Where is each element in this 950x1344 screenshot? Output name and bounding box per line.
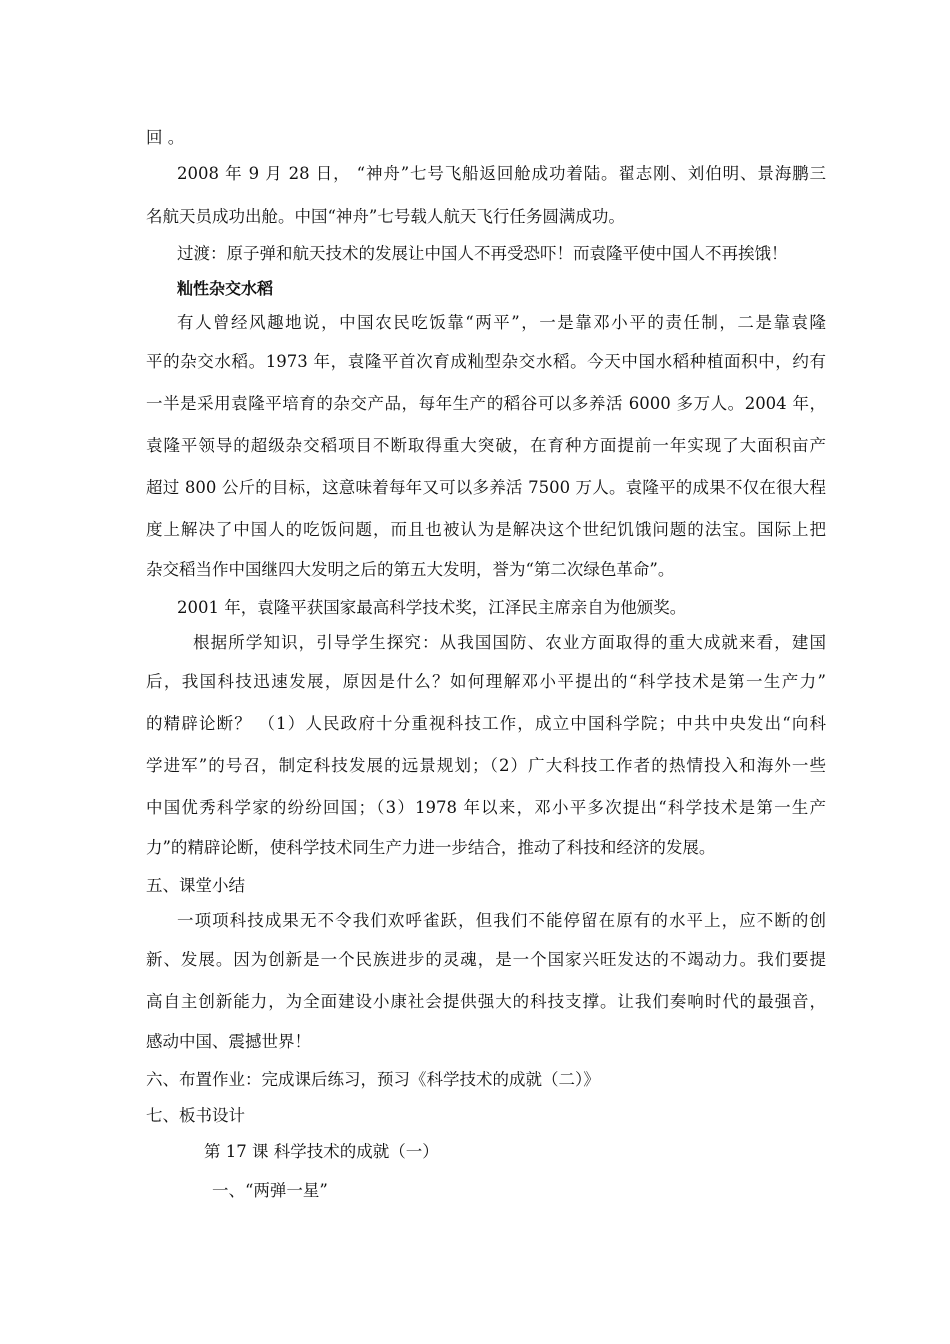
text-line: 2001 年，袁隆平获国家最高科学技术奖，江泽民主席亲自为他颁奖。: [177, 598, 687, 617]
section-heading: 七、板书设计: [146, 1106, 245, 1125]
text-line: 回 。: [146, 128, 185, 147]
board-title: 第 17 课 科学技术的成就（一）: [204, 1142, 439, 1161]
text-line: 感动中国、震撼世界！: [146, 1032, 311, 1051]
text-line: 袁隆平领导的超级杂交稻项目不断取得重大突破，在育种方面提前一年实现了大面积亩产: [146, 436, 826, 455]
text-line: 度上解决了中国人的吃饭问题，而且也被认为是解决这个世纪饥饿问题的法宝。国际上把: [146, 520, 826, 539]
section-heading: 籼性杂交水稻: [177, 279, 274, 298]
text-line: 中国优秀科学家的纷纷回国；（3）1978 年以来，邓小平多次提出“科学技术是第一生产: [146, 798, 826, 817]
text-line: 一项项科技成果无不令我们欢呼雀跃，但我们不能停留在原有的水平上，应不断的创: [177, 911, 826, 930]
text-line: 的精辟论断？ （1）人民政府十分重视科技工作，成立中国科学院；中共中央发出“向科: [146, 714, 826, 733]
board-item: 一、“两弹一星”: [212, 1181, 328, 1200]
text-line: 一半是采用袁隆平培育的杂交产品，每年生产的稻谷可以多养活 6000 多万人。2004 年，: [146, 394, 826, 413]
text-line: 高自主创新能力，为全面建设小康社会提供强大的科技支撑。让我们奏响时代的最强音，: [146, 992, 826, 1011]
text-line: 超过 800 公斤的目标，这意味着每年又可以多养活 7500 万人。袁隆平的成果不仅在很大程: [146, 478, 826, 497]
text-line: 2008 年 9 月 28 日， “神舟”七号飞船返回舱成功着陆。翟志刚、刘伯明、景海鹏三: [177, 164, 826, 183]
text-line: 过渡：原子弹和航天技术的发展让中国人不再受恐吓！而袁隆平使中国人不再挨饿！: [177, 244, 788, 263]
text-line: 有人曾经风趣地说，中国农民吃饭靠“两平”，一是靠邓小平的责任制，二是靠袁隆: [177, 313, 826, 332]
text-line: 根据所学知识，引导学生探究：从我国国防、农业方面取得的重大成就来看，建国: [193, 633, 826, 652]
text-line: 平的杂交水稻。1973 年，袁隆平首次育成籼型杂交水稻。今天中国水稻种植面积中，约有: [146, 352, 826, 371]
text-line: 力”的精辟论断，使科学技术同生产力进一步结合，推动了科技和经济的发展。: [146, 838, 716, 857]
text-line: 新、发展。因为创新是一个民族进步的灵魂，是一个国家兴旺发达的不竭动力。我们要提: [146, 950, 826, 969]
text-line: 杂交稻当作中国继四大发明之后的第五大发明，誉为“第二次绿色革命”。: [146, 560, 675, 579]
text-line: 后，我国科技迅速发展，原因是什么？如何理解邓小平提出的“科学技术是第一生产力”: [146, 672, 826, 691]
text-line: 学进军”的号召，制定科技发展的远景规划；（2）广大科技工作者的热情投入和海外一些: [146, 756, 826, 775]
section-heading: 六、布置作业：完成课后练习，预习《科学技术的成就（二）》: [146, 1070, 600, 1089]
section-heading: 五、课堂小结: [146, 876, 245, 895]
text-line: 名航天员成功出舱。中国“神舟”七号载人航天飞行任务圆满成功。: [146, 207, 625, 226]
